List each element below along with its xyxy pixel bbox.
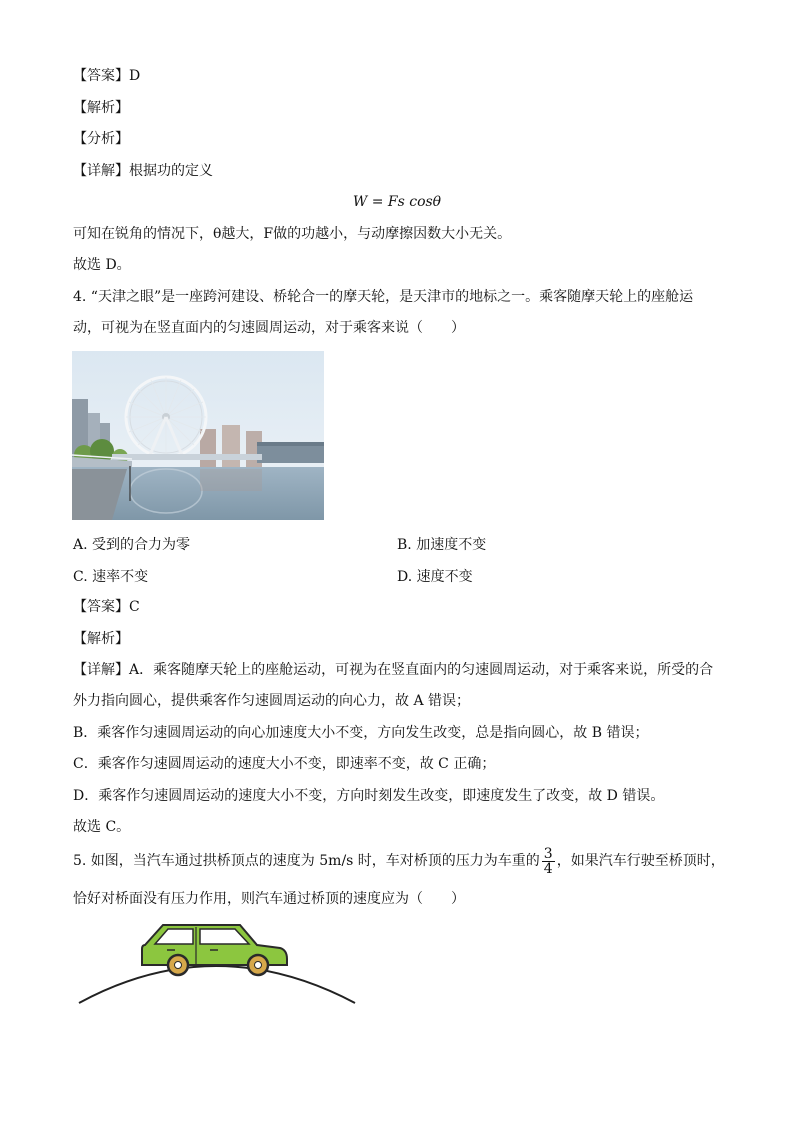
answer-line-q4 bbox=[73, 597, 140, 617]
detail-b-q4: B．乘客作匀速圆周运动的向心加速度大小不变，方向发生改变，总是指向圆心，故 B 错误； bbox=[73, 725, 649, 741]
stem-part2: ，如果汽车行驶至桥顶时， bbox=[556, 853, 725, 869]
arch-bridge-curve bbox=[79, 966, 355, 1003]
work-formula: W = Fs cosθ bbox=[352, 194, 442, 210]
detail-line-q3 bbox=[73, 161, 213, 181]
detail-a-text: A．乘客随摩天轮上的座舱运动，可视为在竖直面内的匀速圆周运动，对于乘客来说，所受的合 bbox=[129, 662, 714, 678]
conclusion-q4: 故选 C。 bbox=[73, 819, 131, 835]
fenxi-tag-q3: 【分析】 bbox=[73, 131, 129, 147]
detail-tag: 【详解】 bbox=[73, 163, 129, 179]
stem-part1: 5. 如图，当汽车通过拱桥顶点的速度为 5m/s 时，车对桥顶的压力为车重的 bbox=[73, 853, 540, 869]
analysis-tag-q4: 【解析】 bbox=[73, 631, 129, 647]
answer-tag: 【答案】 bbox=[73, 68, 129, 84]
detail-c-q4: C．乘客作匀速圆周运动的速度大小不变，即速率不变，故 C 正确； bbox=[73, 756, 496, 772]
answer-line-q3 bbox=[73, 66, 140, 86]
option-b: B. 加速度不变 bbox=[397, 537, 487, 553]
fraction-three-quarters bbox=[542, 847, 555, 876]
detail-tag: 【详解】 bbox=[73, 662, 129, 678]
tianjin-eye-image bbox=[72, 351, 324, 520]
ferris-wheel-photo bbox=[72, 351, 324, 520]
answer-tag: 【答案】 bbox=[73, 599, 129, 615]
detail-line1-q4 bbox=[73, 660, 713, 680]
explanation-q3: 可知在锐角的情况下，θ越大，F做的功越小，与动摩擦因数大小无关。 bbox=[73, 226, 512, 242]
conclusion-q3: 故选 D。 bbox=[73, 257, 131, 273]
option-a: A. 受到的合力为零 bbox=[73, 537, 191, 553]
answer-value: C bbox=[129, 599, 140, 615]
arch-bridge-car-diagram bbox=[75, 915, 365, 1010]
fraction-denominator: 4 bbox=[543, 860, 553, 877]
option-c: C. 速率不变 bbox=[73, 569, 149, 585]
option-d: D. 速度不变 bbox=[397, 569, 473, 585]
question-5-stem-line2: 恰好对桥面没有压力作用，则汽车通过桥顶的速度应为（ ） bbox=[73, 891, 465, 907]
detail-line2-q4: 外力指向圆心，提供乘客作匀速圆周运动的向心力，故 A 错误； bbox=[73, 693, 471, 709]
answer-value: D bbox=[129, 68, 141, 84]
question-4-stem-line1: 4. “天津之眼”是一座跨河建设、桥轮合一的摩天轮，是天津市的地标之一。乘客随摩天轮上的座舱运 bbox=[73, 289, 694, 305]
car-icon bbox=[142, 925, 287, 975]
detail-intro: 根据功的定义 bbox=[129, 163, 213, 179]
car-on-bridge-figure bbox=[75, 915, 365, 1014]
question-4-stem-line2: 动，可视为在竖直面内的匀速圆周运动，对于乘客来说（ ） bbox=[73, 320, 465, 336]
analysis-tag-q3: 【解析】 bbox=[73, 100, 129, 116]
detail-d-q4: D．乘客作匀速圆周运动的速度大小不变，方向时刻发生改变，即速度发生了改变，故 D 错误。 bbox=[73, 788, 665, 804]
fraction-numerator: 3 bbox=[543, 845, 553, 862]
question-5-stem-line1 bbox=[73, 846, 725, 876]
